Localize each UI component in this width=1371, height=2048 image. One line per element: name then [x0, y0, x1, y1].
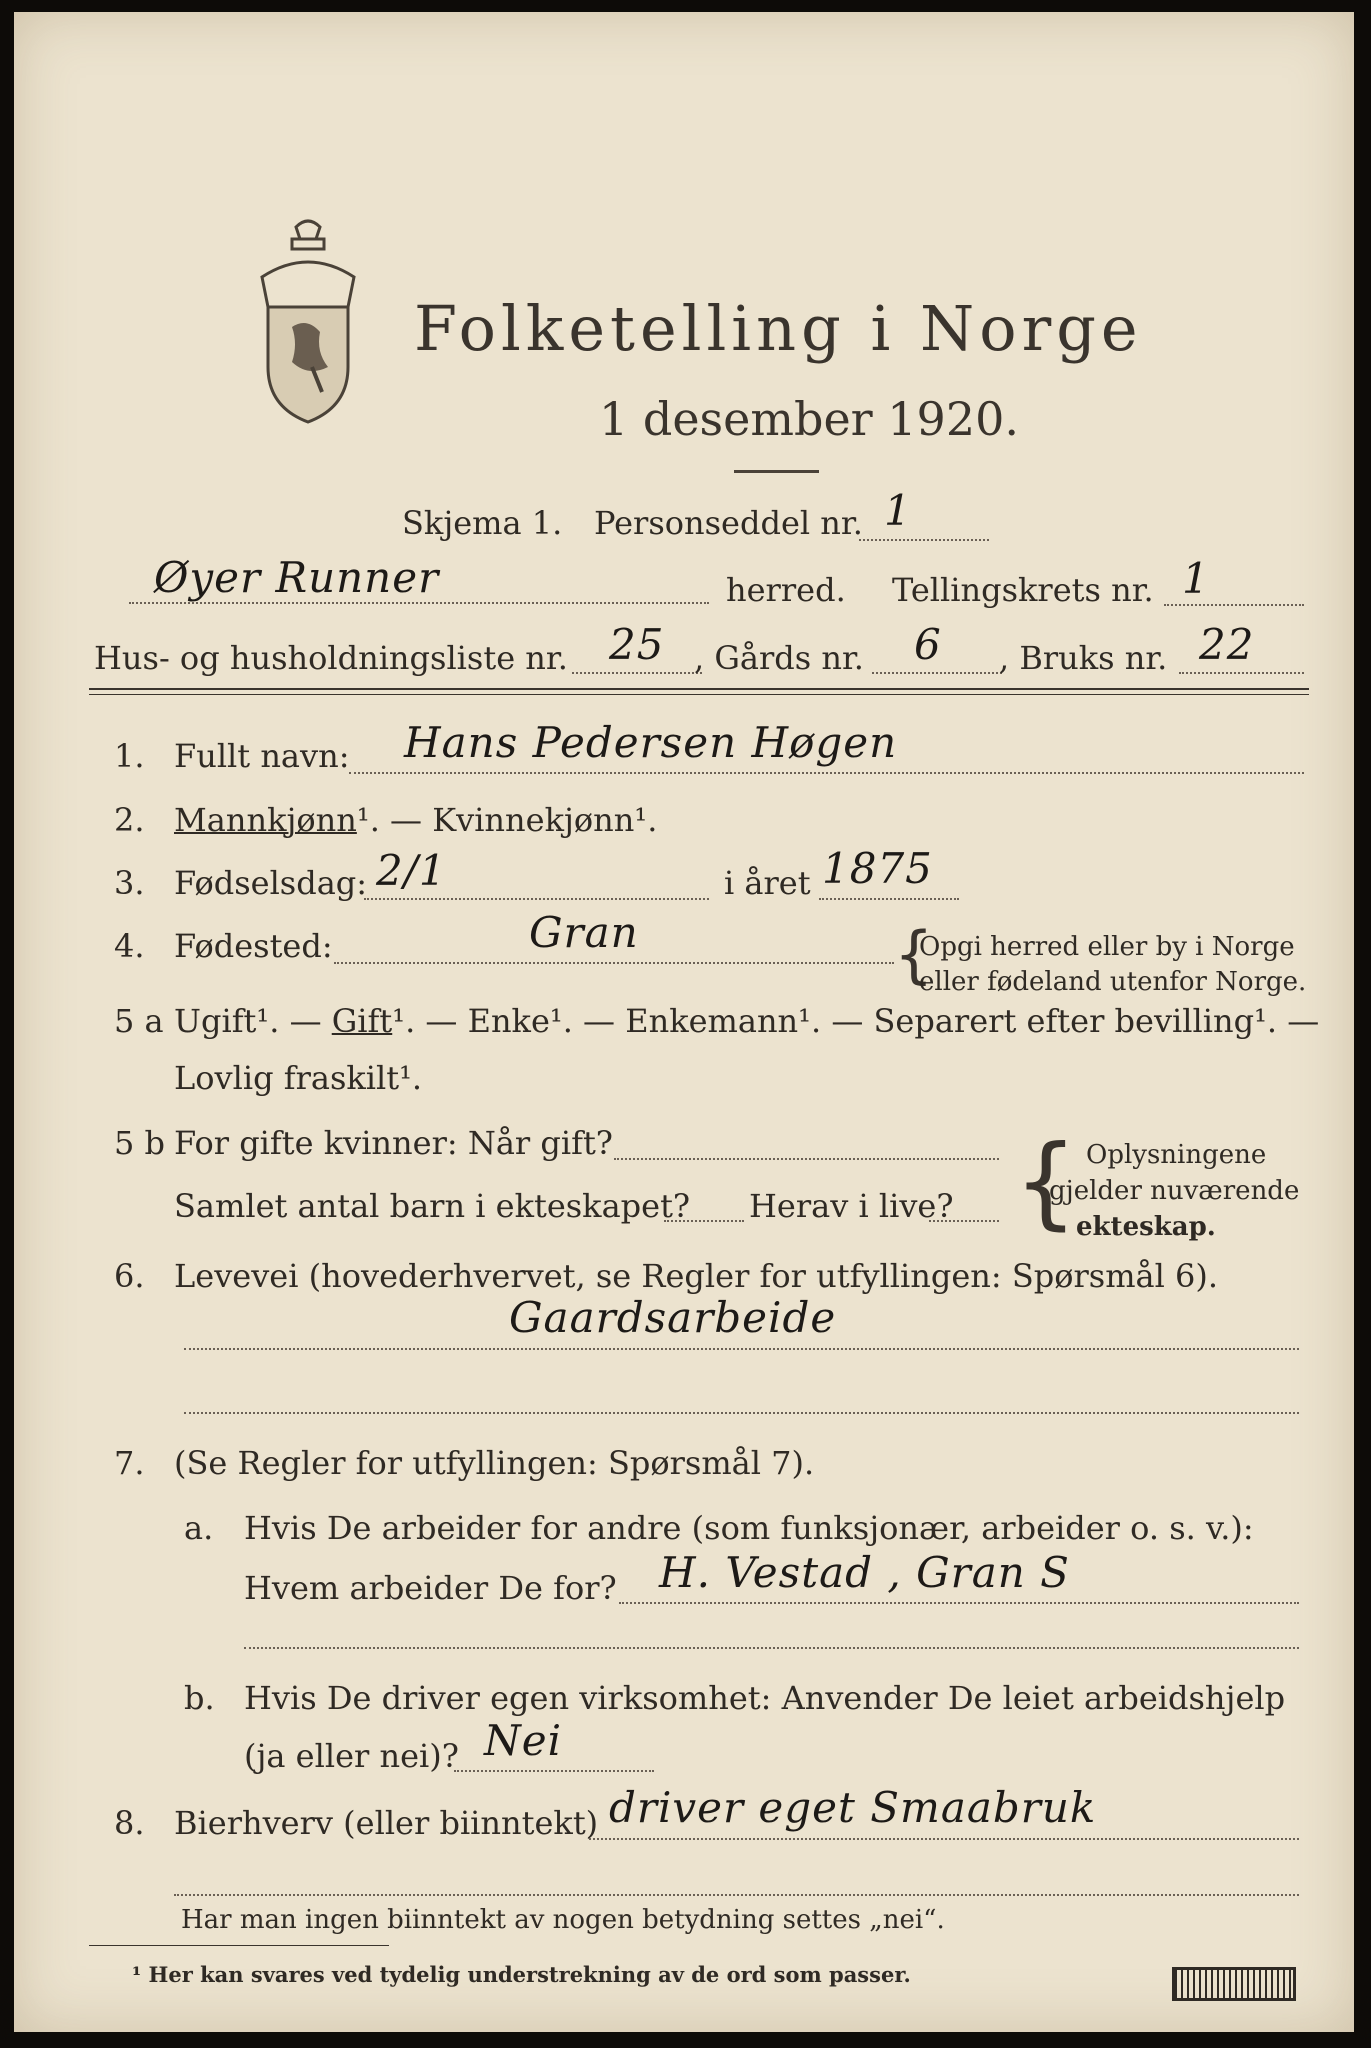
- q7b-letter: b.: [184, 1679, 215, 1717]
- q5b-note-line1: Oplysningene: [1086, 1140, 1267, 1170]
- bruks-value: 22: [1199, 620, 1255, 669]
- gards-value: 6: [914, 620, 942, 669]
- q7-number: 7.: [114, 1444, 145, 1482]
- tellingskrets-label: Tellingskrets nr.: [892, 571, 1154, 609]
- q5b-label1: For gifte kvinner: Når gift?: [174, 1124, 613, 1162]
- q8-line: [589, 1838, 1299, 1840]
- husliste-label: Hus- og husholdningsliste nr.: [94, 639, 568, 677]
- footer-note: Har man ingen biinntekt av nogen betydning settes „nei“.: [181, 1905, 945, 1935]
- page-title: Folketelling i Norge: [414, 292, 1143, 365]
- tellingskrets-line: [1164, 604, 1304, 606]
- herred-value: Øyer Runner: [154, 553, 440, 602]
- q6-line1: [184, 1348, 1299, 1350]
- q7b-line1: Hvis De driver egen virksomhet: Anvender De leiet arbeidshjelp: [244, 1679, 1286, 1717]
- personseddel-label: Personseddel nr.: [594, 504, 863, 542]
- census-date: 1 desember 1920.: [599, 392, 1019, 446]
- q2-text: Mannkjønn¹. — Kvinnekjønn¹.: [174, 801, 658, 839]
- header-rule-thin: [89, 694, 1309, 695]
- norway-coat-of-arms-icon: [252, 217, 364, 425]
- bruks-line: [1179, 672, 1304, 674]
- q4-label: Fødested:: [174, 927, 333, 965]
- schema-label: Skjema 1.: [402, 504, 563, 542]
- q8-label: Bierhverv (eller biinntekt): [174, 1804, 599, 1842]
- q8-line-extra: [174, 1894, 1299, 1896]
- q4-value: Gran: [529, 908, 639, 957]
- q5b-number: 5 b: [114, 1124, 166, 1162]
- q1-line: [349, 772, 1304, 774]
- q7a-line1: Hvis De arbeider for andre (som funksjonær, arbeider o. s. v.):: [244, 1509, 1254, 1547]
- footnote-rule: [89, 1945, 389, 1946]
- q5b-note-line2: gjelder nuværende: [1049, 1176, 1300, 1206]
- q5a-line2: Lovlig fraskilt¹.: [174, 1059, 423, 1097]
- q4-brace: {: [894, 918, 934, 991]
- q7a-line: [619, 1602, 1299, 1604]
- q8-number: 8.: [114, 1804, 145, 1842]
- q5b-note-line3: ekteskap.: [1076, 1212, 1216, 1242]
- q7a-letter: a.: [184, 1509, 214, 1547]
- personseddel-value: 1: [884, 486, 912, 535]
- q3-year-label: i året: [724, 864, 811, 902]
- q1-number: 1.: [114, 737, 145, 775]
- census-form-sheet: [14, 12, 1354, 2032]
- q3-day-value: 2/1: [376, 846, 447, 895]
- q4-note-line2: eller fødeland utenfor Norge.: [919, 967, 1307, 997]
- q7b-line: [454, 1770, 654, 1772]
- q8-value: driver eget Smaabruk: [609, 1783, 1097, 1832]
- husliste-value: 25: [609, 620, 665, 669]
- q1-value: Hans Pedersen Høgen: [404, 718, 898, 767]
- q7a-value: H. Vestad , Gran S: [659, 1548, 1070, 1597]
- tellingskrets-value: 1: [1182, 554, 1210, 603]
- q7b-line2: (ja eller nei)?: [244, 1737, 459, 1775]
- husliste-line: [572, 672, 702, 674]
- q5b-children-line: [664, 1220, 744, 1222]
- header-rule: [89, 688, 1309, 690]
- q7a-line2: Hvem arbeider De for?: [244, 1569, 617, 1607]
- printer-stamp: [1172, 1967, 1296, 2001]
- q4-note-line1: Opgi herred eller by i Norge: [919, 932, 1295, 962]
- bruks-label: , Bruks nr.: [999, 639, 1168, 677]
- q7b-value: Nei: [484, 1716, 563, 1765]
- q2-female: Kvinnekjønn: [432, 801, 635, 839]
- q6-label: Levevei (hovederhvervet, se Regler for utfyllingen: Spørsmål 6).: [174, 1257, 1219, 1295]
- title-divider: [734, 470, 819, 473]
- q7-label: (Se Regler for utfyllingen: Spørsmål 7).: [174, 1444, 815, 1482]
- q6-number: 6.: [114, 1257, 145, 1295]
- q3-day-line: [364, 898, 709, 900]
- herred-label: herred.: [726, 571, 846, 609]
- q5a-number: 5 a: [114, 1002, 164, 1040]
- q4-number: 4.: [114, 927, 145, 965]
- q5b-label3: Herav i live?: [749, 1187, 954, 1225]
- herred-line: [129, 602, 709, 604]
- footnote: ¹ Her kan svares ved tydelig understrekning av de ord som passer.: [132, 1962, 911, 1987]
- q7a-line-extra: [244, 1647, 1299, 1649]
- q5b-brace: {: [1014, 1123, 1078, 1240]
- gards-line: [872, 672, 1002, 674]
- q3-year-value: 1875: [822, 844, 933, 893]
- q1-label: Fullt navn:: [174, 737, 350, 775]
- q3-year-line: [819, 898, 959, 900]
- q2-male: Mannkjønn: [174, 801, 357, 839]
- q6-value: Gaardsarbeide: [509, 1293, 837, 1342]
- q5b-married-line: [614, 1158, 999, 1160]
- q5b-alive-line: [929, 1220, 999, 1222]
- personseddel-line: [859, 539, 989, 541]
- q5a-gift: Gift: [331, 1002, 393, 1040]
- gards-label: , Gårds nr.: [694, 639, 864, 677]
- q3-number: 3.: [114, 864, 145, 902]
- q3-label: Fødselsdag:: [174, 864, 368, 902]
- q5a-text: Ugift¹. — Gift¹. — Enke¹. — Enkemann¹. — Separert efter bevilling¹. —: [174, 1002, 1320, 1040]
- q6-line2: [184, 1412, 1299, 1414]
- q2-number: 2.: [114, 801, 145, 839]
- q5b-label2: Samlet antal barn i ekteskapet?: [174, 1187, 691, 1225]
- q4-line: [334, 962, 894, 964]
